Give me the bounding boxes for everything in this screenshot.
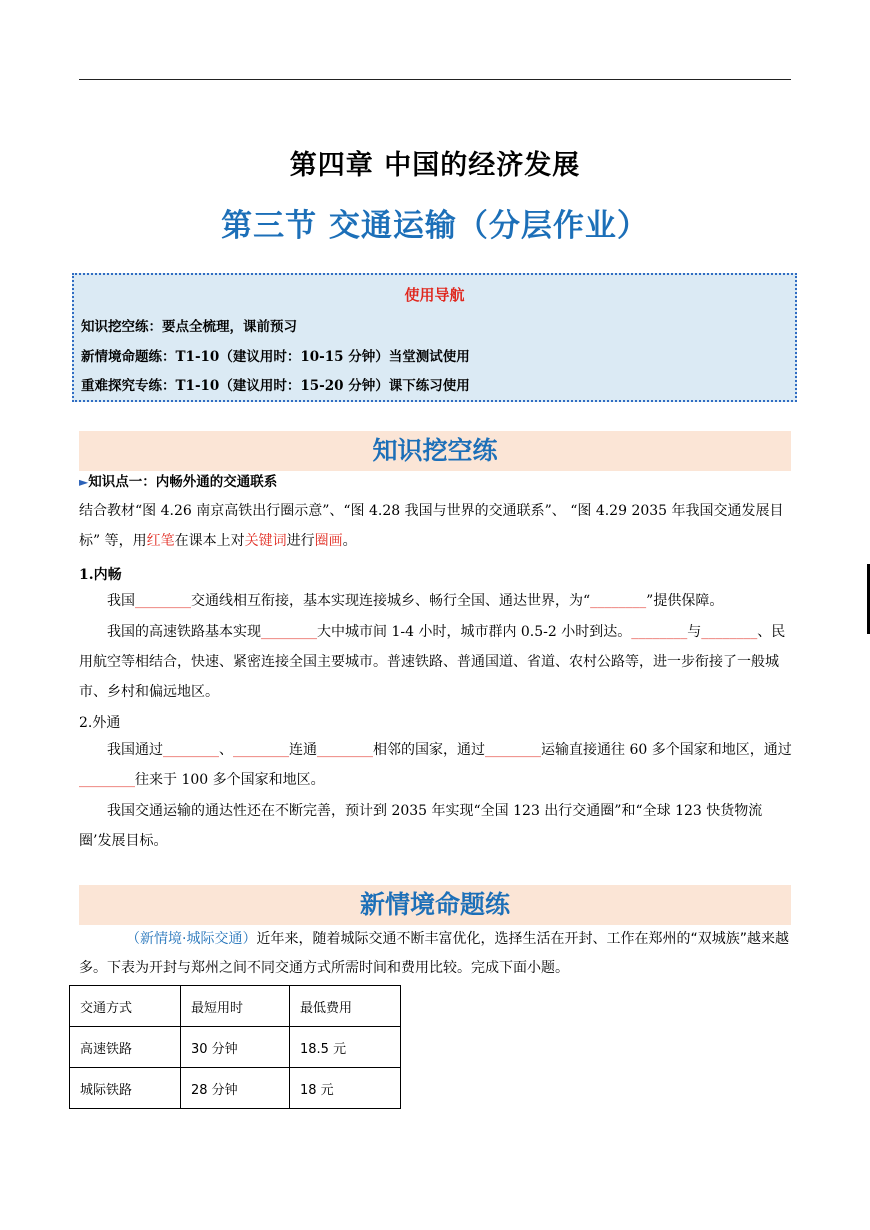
table-cell: 18 元 — [290, 1068, 401, 1109]
fill-blank[interactable]: ________ — [233, 742, 289, 758]
transport-comparison-table — [69, 985, 401, 1109]
triangle-bullet-icon: ► — [79, 475, 89, 489]
fill-blank[interactable]: ________ — [261, 624, 317, 640]
guide-line-new-scenario: 新情境命题练：T1-10（建议用时：10-15 分钟）当堂测试使用 — [81, 349, 470, 365]
intro-red-pen: 红笔 — [146, 533, 175, 549]
fill-blank[interactable]: ________ — [701, 624, 758, 640]
table-cell: 28 分钟 — [181, 1068, 290, 1109]
text: 连通 — [289, 742, 317, 758]
table-cell: 城际铁路 — [70, 1068, 181, 1109]
inner-heading: 1.内畅 — [79, 567, 122, 583]
text: 往来于 100 多个国家和地区。 — [135, 772, 325, 788]
intro-text-4: 。 — [342, 533, 357, 549]
table-row — [70, 1068, 401, 1109]
header-cell-time: 最短用时 — [181, 986, 290, 1027]
section-title: 第三节 交通运输（分层作业） — [221, 208, 649, 244]
intro-text-3: 进行 — [286, 533, 315, 549]
text: ”提供保障。 — [646, 593, 724, 609]
intro-text-2: 在课本上对 — [174, 533, 245, 549]
text: 大中城市间 1-4 小时，城市群内 0.5-2 小时到达。 — [317, 624, 632, 640]
inner-paragraph-2 — [79, 617, 793, 707]
text: 相邻的国家，通过 — [373, 742, 485, 758]
fill-blank[interactable]: ________ — [163, 742, 219, 758]
new-scenario-banner: 新情境命题练 — [79, 885, 791, 925]
knowledge-point-label: 知识点一：内畅外通的交通联系 — [88, 474, 278, 490]
header-cell-cost: 最低费用 — [290, 986, 401, 1027]
guide-title: 使用导航 — [404, 286, 465, 304]
text: 、 — [219, 742, 233, 758]
fill-blank[interactable]: ________ — [485, 742, 541, 758]
text: 与 — [687, 624, 702, 640]
fill-blank[interactable]: ________ — [590, 593, 647, 609]
knowledge-point-title — [79, 470, 277, 490]
scenario-text: 近年来，随着城际交通不断丰富优化，选择生活在开封、工作在郑州的“双城族”越来越多。下表为开封与郑州之间不同交通方式所需时间和费用比较。完成下面小题。 — [79, 931, 789, 976]
text: 我国 — [107, 593, 135, 609]
text: 我国的高速铁路基本实现 — [107, 624, 261, 640]
outer-paragraph-1 — [79, 735, 793, 795]
header-rule — [79, 79, 791, 80]
fill-blank[interactable]: ________ — [631, 624, 688, 640]
text: 交通线相互衔接，基本实现连接城乡、畅行全国、通达世界，为“ — [191, 593, 591, 609]
outer-paragraph-2: 我国交通运输的通达性还在不断完善，预计到 2035 年实现“全国 123 出行交通圈”和“全球 123 快货物流圈’发展目标。 — [79, 803, 763, 849]
table-header-row — [70, 986, 401, 1027]
table-row — [70, 1027, 401, 1068]
guide-line-difficult: 重难探究专练：T1-10（建议用时：15-20 分钟）课下练习使用 — [81, 378, 470, 394]
intro-text-1: 结合教材“图 4.26 南京高铁出行圈示意”、“图 4.28 我国与世界的交通联系”、 “图 4.29 2035 年我国交通发展目标” 等，用 — [79, 503, 784, 549]
knowledge-banner: 知识挖空练 — [79, 431, 791, 471]
intro-red-circle: 圈画 — [314, 533, 343, 549]
scenario-paragraph — [79, 925, 793, 983]
table-cell: 18.5 元 — [290, 1027, 401, 1068]
fill-blank[interactable]: ________ — [317, 742, 373, 758]
table-cell: 30 分钟 — [181, 1027, 290, 1068]
text: 运输直接通往 60 多个国家和地区，通过 — [541, 742, 792, 758]
chapter-title: 第四章 中国的经济发展 — [289, 150, 581, 181]
header-cell-mode: 交通方式 — [70, 986, 181, 1027]
scenario-tag: （新情境·城际交通） — [126, 931, 257, 947]
fill-blank[interactable]: ________ — [135, 593, 191, 609]
table-cell: 高速铁路 — [70, 1027, 181, 1068]
intro-paragraph — [79, 496, 793, 556]
outer-heading: 2.外通 — [79, 715, 121, 731]
fill-blank[interactable]: ________ — [79, 772, 135, 788]
usage-guide-box — [72, 273, 797, 402]
text: 、民用航空等相结合，快速、紧密连接全国主要城市。普速铁路、普通国道、省道、农村公路等，进一步衔接了一般城市、乡村和偏远地区。 — [79, 624, 786, 700]
intro-red-keyword: 关键词 — [244, 533, 287, 549]
inner-paragraph-1 — [79, 586, 793, 616]
text: 我国通过 — [107, 742, 163, 758]
guide-line-knowledge: 知识挖空练：要点全梳理，课前预习 — [81, 319, 297, 335]
